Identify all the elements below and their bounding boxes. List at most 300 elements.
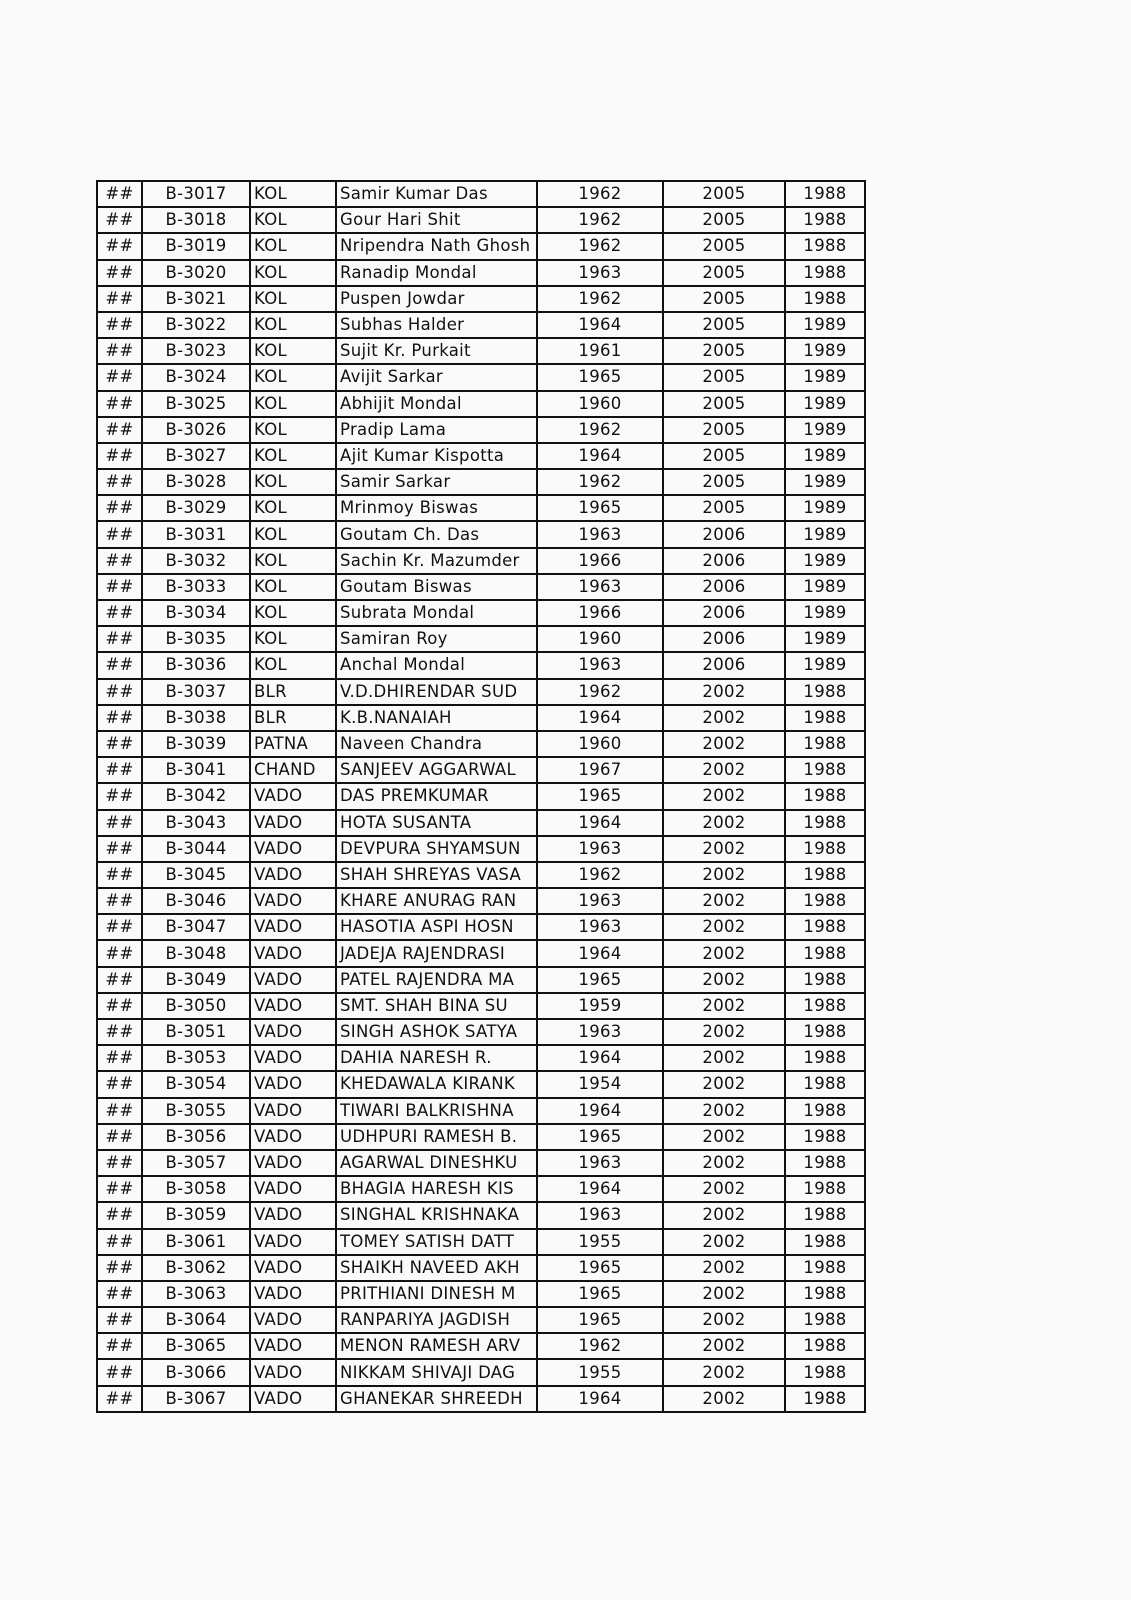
year-col-7-cell: 1988	[785, 993, 865, 1019]
birth-year-cell: 1962	[537, 1333, 663, 1359]
row-marker-cell: ##	[97, 600, 142, 626]
birth-year-cell: 1962	[537, 417, 663, 443]
row-marker-cell: ##	[97, 1019, 142, 1045]
birth-year-cell: 1964	[537, 312, 663, 338]
year-col-6-cell: 2002	[663, 731, 785, 757]
year-col-6-cell: 2005	[663, 286, 785, 312]
year-col-6-cell: 2002	[663, 914, 785, 940]
year-col-7-cell: 1989	[785, 548, 865, 574]
person-name-cell: Sujit Kr. Purkait	[336, 338, 537, 364]
city-code-cell: KOL	[250, 548, 336, 574]
city-code-cell: KOL	[250, 417, 336, 443]
record-code-cell: B-3026	[142, 417, 250, 443]
year-col-6-cell: 2002	[663, 1386, 785, 1412]
row-marker-cell: ##	[97, 443, 142, 469]
city-code-cell: VADO	[250, 1281, 336, 1307]
city-code-cell: KOL	[250, 495, 336, 521]
table-row	[97, 1255, 865, 1281]
row-marker-cell: ##	[97, 233, 142, 259]
year-col-7-cell: 1988	[785, 705, 865, 731]
table-row	[97, 260, 865, 286]
row-marker-cell: ##	[97, 1202, 142, 1228]
year-col-6-cell: 2005	[663, 312, 785, 338]
record-code-cell: B-3046	[142, 888, 250, 914]
person-name-cell: PRITHIANI DINESH M	[336, 1281, 537, 1307]
table-row	[97, 757, 865, 783]
row-marker-cell: ##	[97, 940, 142, 966]
city-code-cell: VADO	[250, 1176, 336, 1202]
person-name-cell: SINGH ASHOK SATYA	[336, 1019, 537, 1045]
birth-year-cell: 1966	[537, 600, 663, 626]
city-code-cell: VADO	[250, 1098, 336, 1124]
year-col-7-cell: 1988	[785, 207, 865, 233]
record-code-cell: B-3047	[142, 914, 250, 940]
row-marker-cell: ##	[97, 836, 142, 862]
table-row	[97, 1333, 865, 1359]
year-col-7-cell: 1989	[785, 364, 865, 390]
table-row	[97, 783, 865, 809]
person-name-cell: V.D.DHIRENDAR SUD	[336, 679, 537, 705]
city-code-cell: VADO	[250, 914, 336, 940]
person-name-cell: DAS PREMKUMAR	[336, 783, 537, 809]
row-marker-cell: ##	[97, 862, 142, 888]
record-code-cell: B-3041	[142, 757, 250, 783]
row-marker-cell: ##	[97, 1281, 142, 1307]
row-marker-cell: ##	[97, 626, 142, 652]
birth-year-cell: 1962	[537, 233, 663, 259]
person-name-cell: Samir Kumar Das	[336, 181, 537, 207]
row-marker-cell: ##	[97, 417, 142, 443]
year-col-7-cell: 1988	[785, 679, 865, 705]
birth-year-cell: 1961	[537, 338, 663, 364]
city-code-cell: VADO	[250, 836, 336, 862]
table-row	[97, 443, 865, 469]
year-col-6-cell: 2002	[663, 1202, 785, 1228]
table-row	[97, 1307, 865, 1333]
year-col-7-cell: 1989	[785, 469, 865, 495]
record-code-cell: B-3031	[142, 521, 250, 547]
city-code-cell: KOL	[250, 521, 336, 547]
record-code-cell: B-3049	[142, 967, 250, 993]
birth-year-cell: 1964	[537, 1386, 663, 1412]
person-name-cell: HOTA SUSANTA	[336, 810, 537, 836]
table-row	[97, 1176, 865, 1202]
birth-year-cell: 1962	[537, 207, 663, 233]
row-marker-cell: ##	[97, 548, 142, 574]
city-code-cell: KOL	[250, 181, 336, 207]
birth-year-cell: 1964	[537, 810, 663, 836]
record-code-cell: B-3042	[142, 783, 250, 809]
birth-year-cell: 1963	[537, 260, 663, 286]
person-name-cell: Goutam Ch. Das	[336, 521, 537, 547]
person-name-cell: Ajit Kumar Kispotta	[336, 443, 537, 469]
person-name-cell: GHANEKAR SHREEDH	[336, 1386, 537, 1412]
person-name-cell: SHAIKH NAVEED AKH	[336, 1255, 537, 1281]
city-code-cell: KOL	[250, 443, 336, 469]
year-col-6-cell: 2002	[663, 967, 785, 993]
year-col-6-cell: 2002	[663, 1124, 785, 1150]
table-row	[97, 1359, 865, 1385]
year-col-6-cell: 2002	[663, 1150, 785, 1176]
year-col-6-cell: 2002	[663, 783, 785, 809]
year-col-7-cell: 1988	[785, 181, 865, 207]
year-col-6-cell: 2002	[663, 1045, 785, 1071]
table-row	[97, 338, 865, 364]
birth-year-cell: 1964	[537, 1045, 663, 1071]
year-col-7-cell: 1988	[785, 1202, 865, 1228]
table-row	[97, 391, 865, 417]
year-col-6-cell: 2002	[663, 1333, 785, 1359]
year-col-6-cell: 2002	[663, 1281, 785, 1307]
birth-year-cell: 1962	[537, 679, 663, 705]
person-name-cell: SMT. SHAH BINA SU	[336, 993, 537, 1019]
birth-year-cell: 1963	[537, 574, 663, 600]
record-code-cell: B-3023	[142, 338, 250, 364]
table-row	[97, 705, 865, 731]
city-code-cell: VADO	[250, 967, 336, 993]
year-col-7-cell: 1988	[785, 1176, 865, 1202]
row-marker-cell: ##	[97, 1229, 142, 1255]
year-col-6-cell: 2002	[663, 993, 785, 1019]
table-row	[97, 1202, 865, 1228]
table-row	[97, 1019, 865, 1045]
year-col-7-cell: 1989	[785, 391, 865, 417]
year-col-7-cell: 1988	[785, 1359, 865, 1385]
person-name-cell: RANPARIYA JAGDISH	[336, 1307, 537, 1333]
row-marker-cell: ##	[97, 993, 142, 1019]
table-row	[97, 810, 865, 836]
table-row	[97, 914, 865, 940]
birth-year-cell: 1962	[537, 181, 663, 207]
person-name-cell: Pradip Lama	[336, 417, 537, 443]
person-name-cell: SINGHAL KRISHNAKA	[336, 1202, 537, 1228]
year-col-7-cell: 1988	[785, 967, 865, 993]
person-name-cell: Puspen Jowdar	[336, 286, 537, 312]
record-code-cell: B-3065	[142, 1333, 250, 1359]
record-code-cell: B-3036	[142, 652, 250, 678]
row-marker-cell: ##	[97, 1359, 142, 1385]
table-row	[97, 181, 865, 207]
person-name-cell: SHAH SHREYAS VASA	[336, 862, 537, 888]
row-marker-cell: ##	[97, 286, 142, 312]
row-marker-cell: ##	[97, 757, 142, 783]
table-row	[97, 495, 865, 521]
table-row	[97, 1045, 865, 1071]
row-marker-cell: ##	[97, 1176, 142, 1202]
record-code-cell: B-3039	[142, 731, 250, 757]
birth-year-cell: 1967	[537, 757, 663, 783]
year-col-7-cell: 1988	[785, 757, 865, 783]
table-row	[97, 207, 865, 233]
city-code-cell: KOL	[250, 312, 336, 338]
year-col-7-cell: 1989	[785, 652, 865, 678]
person-name-cell: NIKKAM SHIVAJI DAG	[336, 1359, 537, 1385]
person-name-cell: K.B.NANAIAH	[336, 705, 537, 731]
row-marker-cell: ##	[97, 1307, 142, 1333]
city-code-cell: VADO	[250, 1045, 336, 1071]
row-marker-cell: ##	[97, 207, 142, 233]
table-row	[97, 469, 865, 495]
table-row	[97, 364, 865, 390]
employee-table	[96, 180, 866, 1413]
record-code-cell: B-3063	[142, 1281, 250, 1307]
birth-year-cell: 1963	[537, 1202, 663, 1228]
row-marker-cell: ##	[97, 679, 142, 705]
record-code-cell: B-3018	[142, 207, 250, 233]
table-row	[97, 521, 865, 547]
person-name-cell: Naveen Chandra	[336, 731, 537, 757]
birth-year-cell: 1963	[537, 1150, 663, 1176]
person-name-cell: Avijit Sarkar	[336, 364, 537, 390]
city-code-cell: VADO	[250, 1124, 336, 1150]
table-row	[97, 731, 865, 757]
year-col-7-cell: 1988	[785, 1333, 865, 1359]
record-code-cell: B-3066	[142, 1359, 250, 1385]
row-marker-cell: ##	[97, 469, 142, 495]
year-col-6-cell: 2006	[663, 548, 785, 574]
city-code-cell: KOL	[250, 391, 336, 417]
record-code-cell: B-3044	[142, 836, 250, 862]
city-code-cell: KOL	[250, 233, 336, 259]
city-code-cell: VADO	[250, 1333, 336, 1359]
table-row	[97, 652, 865, 678]
row-marker-cell: ##	[97, 914, 142, 940]
city-code-cell: VADO	[250, 810, 336, 836]
person-name-cell: KHARE ANURAG RAN	[336, 888, 537, 914]
birth-year-cell: 1963	[537, 836, 663, 862]
city-code-cell: KOL	[250, 469, 336, 495]
city-code-cell: VADO	[250, 862, 336, 888]
year-col-6-cell: 2002	[663, 1307, 785, 1333]
year-col-7-cell: 1988	[785, 731, 865, 757]
city-code-cell: KOL	[250, 260, 336, 286]
year-col-7-cell: 1988	[785, 1045, 865, 1071]
record-code-cell: B-3028	[142, 469, 250, 495]
record-code-cell: B-3054	[142, 1071, 250, 1097]
birth-year-cell: 1964	[537, 1176, 663, 1202]
year-col-6-cell: 2002	[663, 1098, 785, 1124]
person-name-cell: JADEJA RAJENDRASI	[336, 940, 537, 966]
person-name-cell: Goutam Biswas	[336, 574, 537, 600]
record-code-cell: B-3024	[142, 364, 250, 390]
birth-year-cell: 1963	[537, 1019, 663, 1045]
record-code-cell: B-3050	[142, 993, 250, 1019]
city-code-cell: BLR	[250, 705, 336, 731]
table-row	[97, 312, 865, 338]
person-name-cell: TOMEY SATISH DATT	[336, 1229, 537, 1255]
table-row	[97, 233, 865, 259]
person-name-cell: PATEL RAJENDRA MA	[336, 967, 537, 993]
row-marker-cell: ##	[97, 1045, 142, 1071]
person-name-cell: Samir Sarkar	[336, 469, 537, 495]
city-code-cell: VADO	[250, 1229, 336, 1255]
record-code-cell: B-3056	[142, 1124, 250, 1150]
birth-year-cell: 1963	[537, 652, 663, 678]
year-col-6-cell: 2002	[663, 757, 785, 783]
record-code-cell: B-3035	[142, 626, 250, 652]
year-col-7-cell: 1988	[785, 260, 865, 286]
birth-year-cell: 1954	[537, 1071, 663, 1097]
birth-year-cell: 1964	[537, 705, 663, 731]
person-name-cell: Anchal Mondal	[336, 652, 537, 678]
birth-year-cell: 1964	[537, 940, 663, 966]
row-marker-cell: ##	[97, 810, 142, 836]
city-code-cell: VADO	[250, 1359, 336, 1385]
person-name-cell: UDHPURI RAMESH B.	[336, 1124, 537, 1150]
city-code-cell: VADO	[250, 940, 336, 966]
table-row	[97, 1386, 865, 1412]
row-marker-cell: ##	[97, 1333, 142, 1359]
birth-year-cell: 1963	[537, 521, 663, 547]
person-name-cell: Sachin Kr. Mazumder	[336, 548, 537, 574]
city-code-cell: KOL	[250, 207, 336, 233]
year-col-7-cell: 1988	[785, 836, 865, 862]
birth-year-cell: 1963	[537, 914, 663, 940]
row-marker-cell: ##	[97, 705, 142, 731]
city-code-cell: CHAND	[250, 757, 336, 783]
birth-year-cell: 1955	[537, 1229, 663, 1255]
table-row	[97, 286, 865, 312]
person-name-cell: Nripendra Nath Ghosh	[336, 233, 537, 259]
year-col-6-cell: 2006	[663, 600, 785, 626]
table-row	[97, 888, 865, 914]
person-name-cell: Subhas Halder	[336, 312, 537, 338]
birth-year-cell: 1965	[537, 967, 663, 993]
year-col-6-cell: 2006	[663, 626, 785, 652]
city-code-cell: KOL	[250, 364, 336, 390]
row-marker-cell: ##	[97, 574, 142, 600]
year-col-7-cell: 1989	[785, 626, 865, 652]
year-col-7-cell: 1989	[785, 338, 865, 364]
row-marker-cell: ##	[97, 260, 142, 286]
person-name-cell: DEVPURA SHYAMSUN	[336, 836, 537, 862]
birth-year-cell: 1965	[537, 1307, 663, 1333]
table-row	[97, 862, 865, 888]
record-code-cell: B-3033	[142, 574, 250, 600]
city-code-cell: KOL	[250, 600, 336, 626]
year-col-7-cell: 1988	[785, 1150, 865, 1176]
year-col-7-cell: 1988	[785, 1307, 865, 1333]
record-code-cell: B-3055	[142, 1098, 250, 1124]
birth-year-cell: 1964	[537, 1098, 663, 1124]
birth-year-cell: 1965	[537, 1281, 663, 1307]
table-row	[97, 993, 865, 1019]
row-marker-cell: ##	[97, 364, 142, 390]
year-col-7-cell: 1989	[785, 312, 865, 338]
year-col-6-cell: 2005	[663, 417, 785, 443]
record-code-cell: B-3057	[142, 1150, 250, 1176]
record-code-cell: B-3067	[142, 1386, 250, 1412]
year-col-6-cell: 2005	[663, 233, 785, 259]
birth-year-cell: 1965	[537, 364, 663, 390]
year-col-6-cell: 2005	[663, 338, 785, 364]
birth-year-cell: 1959	[537, 993, 663, 1019]
year-col-6-cell: 2002	[663, 679, 785, 705]
row-marker-cell: ##	[97, 521, 142, 547]
record-code-cell: B-3043	[142, 810, 250, 836]
row-marker-cell: ##	[97, 1255, 142, 1281]
record-code-cell: B-3027	[142, 443, 250, 469]
year-col-7-cell: 1989	[785, 417, 865, 443]
record-code-cell: B-3045	[142, 862, 250, 888]
year-col-6-cell: 2002	[663, 888, 785, 914]
year-col-7-cell: 1988	[785, 1386, 865, 1412]
year-col-6-cell: 2002	[663, 1071, 785, 1097]
year-col-6-cell: 2002	[663, 1255, 785, 1281]
year-col-7-cell: 1989	[785, 495, 865, 521]
person-name-cell: Samiran Roy	[336, 626, 537, 652]
birth-year-cell: 1960	[537, 391, 663, 417]
city-code-cell: PATNA	[250, 731, 336, 757]
record-code-cell: B-3032	[142, 548, 250, 574]
person-name-cell: Abhijit Mondal	[336, 391, 537, 417]
year-col-7-cell: 1988	[785, 1098, 865, 1124]
table-row	[97, 1098, 865, 1124]
year-col-6-cell: 2002	[663, 836, 785, 862]
person-name-cell: Subrata Mondal	[336, 600, 537, 626]
table-row	[97, 967, 865, 993]
person-name-cell: HASOTIA ASPI HOSN	[336, 914, 537, 940]
row-marker-cell: ##	[97, 391, 142, 417]
city-code-cell: VADO	[250, 888, 336, 914]
year-col-7-cell: 1988	[785, 862, 865, 888]
year-col-6-cell: 2002	[663, 862, 785, 888]
table-row	[97, 600, 865, 626]
birth-year-cell: 1965	[537, 783, 663, 809]
person-name-cell: KHEDAWALA KIRANK	[336, 1071, 537, 1097]
table-row	[97, 940, 865, 966]
person-name-cell: AGARWAL DINESHKU	[336, 1150, 537, 1176]
city-code-cell: KOL	[250, 626, 336, 652]
record-code-cell: B-3062	[142, 1255, 250, 1281]
year-col-6-cell: 2005	[663, 207, 785, 233]
city-code-cell: KOL	[250, 574, 336, 600]
row-marker-cell: ##	[97, 1150, 142, 1176]
birth-year-cell: 1962	[537, 862, 663, 888]
birth-year-cell: 1965	[537, 1255, 663, 1281]
city-code-cell: VADO	[250, 783, 336, 809]
city-code-cell: VADO	[250, 1150, 336, 1176]
year-col-6-cell: 2002	[663, 1019, 785, 1045]
year-col-7-cell: 1988	[785, 286, 865, 312]
year-col-6-cell: 2005	[663, 364, 785, 390]
year-col-7-cell: 1989	[785, 574, 865, 600]
city-code-cell: BLR	[250, 679, 336, 705]
birth-year-cell: 1964	[537, 443, 663, 469]
person-name-cell: Mrinmoy Biswas	[336, 495, 537, 521]
city-code-cell: VADO	[250, 1071, 336, 1097]
person-name-cell: DAHIA NARESH R.	[336, 1045, 537, 1071]
record-code-cell: B-3017	[142, 181, 250, 207]
birth-year-cell: 1965	[537, 495, 663, 521]
person-name-cell: MENON RAMESH ARV	[336, 1333, 537, 1359]
person-name-cell: Ranadip Mondal	[336, 260, 537, 286]
year-col-6-cell: 2006	[663, 521, 785, 547]
birth-year-cell: 1963	[537, 888, 663, 914]
row-marker-cell: ##	[97, 783, 142, 809]
person-name-cell: BHAGIA HARESH KIS	[336, 1176, 537, 1202]
year-col-7-cell: 1988	[785, 810, 865, 836]
row-marker-cell: ##	[97, 967, 142, 993]
year-col-7-cell: 1989	[785, 521, 865, 547]
year-col-6-cell: 2005	[663, 469, 785, 495]
birth-year-cell: 1966	[537, 548, 663, 574]
row-marker-cell: ##	[97, 495, 142, 521]
person-name-cell: Gour Hari Shit	[336, 207, 537, 233]
year-col-6-cell: 2006	[663, 574, 785, 600]
record-code-cell: B-3061	[142, 1229, 250, 1255]
record-code-cell: B-3020	[142, 260, 250, 286]
